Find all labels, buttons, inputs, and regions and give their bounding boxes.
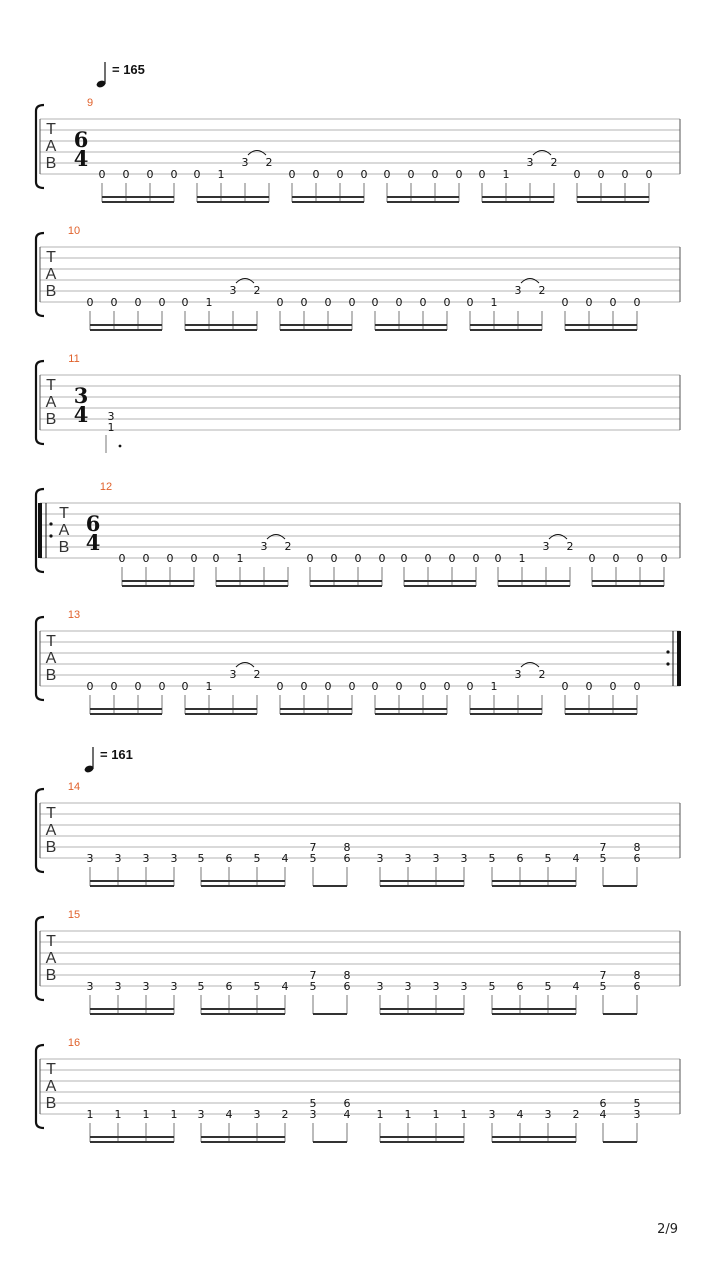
fret-number: 0	[306, 552, 314, 565]
fret-number: 3	[309, 1108, 317, 1121]
tab-clef-b: B	[45, 839, 57, 856]
fret-number: 6	[633, 980, 641, 993]
fret-number: 5	[599, 980, 607, 993]
fret-number: 3	[432, 980, 440, 993]
fret-number: 6	[343, 852, 351, 865]
fret-number: 0	[348, 680, 356, 693]
fret-number: 0	[86, 680, 94, 693]
tab-clef-a: A	[45, 266, 57, 283]
fret-number: 0	[142, 552, 150, 565]
fret-number: 8	[343, 969, 351, 982]
fret-number: 1	[107, 421, 115, 434]
fret-number: 0	[494, 552, 502, 565]
fret-number: 1	[432, 1108, 440, 1121]
tab-clef-a: A	[45, 138, 57, 155]
tab-clef-t: T	[46, 1061, 56, 1078]
tab-clef-t: T	[46, 377, 56, 394]
fret-number: 0	[431, 168, 439, 181]
repeat-dot	[666, 662, 669, 665]
fret-number: 0	[466, 296, 474, 309]
fret-number: 0	[561, 296, 569, 309]
fret-number: 3	[544, 1108, 552, 1121]
tab-clef-a: A	[45, 822, 57, 839]
fret-number: 5	[309, 1097, 317, 1110]
fret-number: 0	[419, 680, 427, 693]
fret-number: 2	[572, 1108, 580, 1121]
fret-number: 0	[585, 680, 593, 693]
tab-clef-b: B	[45, 667, 57, 684]
fret-number: 1	[518, 552, 526, 565]
fret-number: 0	[395, 296, 403, 309]
fret-number: 0	[419, 296, 427, 309]
fret-number: 3	[107, 410, 115, 423]
tab-system-9	[36, 97, 680, 202]
tab-clef-a: A	[58, 522, 70, 539]
measure-number: 9	[86, 97, 94, 109]
fret-number: 3	[460, 852, 468, 865]
fret-number: 2	[253, 668, 261, 681]
fret-number: 0	[561, 680, 569, 693]
tab-clef-t: T	[46, 121, 56, 138]
fret-number: 7	[309, 841, 317, 854]
fret-number: 0	[660, 552, 668, 565]
fret-number: 0	[170, 168, 178, 181]
measure-number: 10	[67, 225, 81, 237]
measure-number: 14	[67, 781, 81, 793]
slur-tie	[533, 151, 551, 156]
time-signature-top: 6	[85, 511, 101, 536]
tab-clef-a: A	[45, 394, 57, 411]
fret-number: 0	[312, 168, 320, 181]
fret-number: 1	[502, 168, 510, 181]
tab-clef-b: B	[45, 411, 57, 428]
fret-number: 0	[288, 168, 296, 181]
fret-number: 3	[142, 980, 150, 993]
fret-number: 3	[170, 852, 178, 865]
fret-number: 3	[514, 668, 522, 681]
fret-number: 1	[114, 1108, 122, 1121]
fret-number: 0	[609, 296, 617, 309]
fret-number: 1	[170, 1108, 178, 1121]
fret-number: 3	[260, 540, 268, 553]
fret-number: 0	[98, 168, 106, 181]
fret-number: 4	[516, 1108, 524, 1121]
fret-number: 3	[241, 156, 249, 169]
fret-number: 0	[609, 680, 617, 693]
repeat-dot	[49, 534, 52, 537]
fret-number: 1	[205, 680, 213, 693]
fret-number: 7	[599, 841, 607, 854]
fret-number: 0	[212, 552, 220, 565]
fret-number: 0	[472, 552, 480, 565]
fret-number: 0	[134, 680, 142, 693]
fret-number: 1	[376, 1108, 384, 1121]
fret-number: 2	[538, 284, 546, 297]
fret-number: 5	[309, 852, 317, 865]
fret-number: 1	[86, 1108, 94, 1121]
tab-system-14	[36, 781, 680, 886]
fret-number: 0	[193, 168, 201, 181]
fret-number: 6	[343, 1097, 351, 1110]
fret-number: 0	[158, 680, 166, 693]
fret-number: 0	[110, 296, 118, 309]
fret-number: 4	[225, 1108, 233, 1121]
fret-number: 5	[633, 1097, 641, 1110]
tab-clef-b: B	[58, 539, 70, 556]
fret-number: 0	[110, 680, 118, 693]
measure-number: 16	[67, 1037, 81, 1049]
fret-number: 3	[488, 1108, 496, 1121]
fret-number: 3	[197, 1108, 205, 1121]
time-signature-top: 3	[73, 383, 89, 408]
measure-number: 12	[99, 481, 113, 493]
fret-number: 3	[432, 852, 440, 865]
fret-number: 5	[488, 980, 496, 993]
fret-number: 4	[572, 980, 580, 993]
fret-number: 0	[588, 552, 596, 565]
fret-number: 5	[599, 852, 607, 865]
fret-number: 3	[114, 852, 122, 865]
tempo-label: = 165	[112, 62, 145, 77]
tab-clef-t: T	[46, 633, 56, 650]
fret-number: 0	[383, 168, 391, 181]
fret-number: 0	[378, 552, 386, 565]
fret-number: 0	[612, 552, 620, 565]
fret-number: 0	[300, 680, 308, 693]
fret-number: 8	[633, 841, 641, 854]
fret-number: 1	[490, 296, 498, 309]
tab-system-10	[36, 225, 680, 330]
fret-number: 3	[514, 284, 522, 297]
fret-number: 0	[166, 552, 174, 565]
repeat-dot	[666, 650, 669, 653]
fret-number: 0	[400, 552, 408, 565]
tab-clef-b: B	[45, 1095, 57, 1112]
fret-number: 2	[265, 156, 273, 169]
fret-number: 5	[253, 980, 261, 993]
fret-number: 5	[544, 852, 552, 865]
fret-number: 0	[276, 680, 284, 693]
fret-number: 0	[330, 552, 338, 565]
fret-number: 0	[448, 552, 456, 565]
fret-number: 1	[217, 168, 225, 181]
fret-number: 3	[86, 852, 94, 865]
fret-number: 3	[114, 980, 122, 993]
tab-clef-b: B	[45, 155, 57, 172]
slur-tie	[248, 151, 266, 156]
fret-number: 0	[424, 552, 432, 565]
tab-system-15	[36, 909, 680, 1014]
fret-number: 2	[284, 540, 292, 553]
fret-number: 3	[633, 1108, 641, 1121]
fret-number: 0	[371, 296, 379, 309]
measure-number: 13	[67, 609, 81, 621]
measure-number: 11	[68, 353, 80, 365]
fret-number: 7	[599, 969, 607, 982]
slur-tie	[236, 663, 254, 668]
fret-number: 0	[324, 296, 332, 309]
tab-clef-a: A	[45, 950, 57, 967]
fret-number: 0	[118, 552, 126, 565]
fret-number: 3	[404, 852, 412, 865]
fret-number: 3	[526, 156, 534, 169]
tab-clef-a: A	[45, 650, 57, 667]
tempo-label: = 161	[100, 747, 133, 762]
fret-number: 6	[516, 852, 524, 865]
tab-system-11	[36, 353, 680, 453]
fret-number: 3	[460, 980, 468, 993]
fret-number: 0	[276, 296, 284, 309]
fret-number: 0	[181, 680, 189, 693]
fret-number: 5	[309, 980, 317, 993]
fret-number: 0	[633, 296, 641, 309]
fret-number: 0	[336, 168, 344, 181]
slur-tie	[267, 535, 285, 540]
fret-number: 4	[343, 1108, 351, 1121]
fret-number: 1	[404, 1108, 412, 1121]
fret-number: 3	[376, 852, 384, 865]
slur-tie	[236, 279, 254, 284]
fret-number: 0	[585, 296, 593, 309]
fret-number: 0	[636, 552, 644, 565]
fret-number: 0	[478, 168, 486, 181]
fret-number: 6	[599, 1097, 607, 1110]
fret-number: 5	[488, 852, 496, 865]
fret-number: 6	[516, 980, 524, 993]
tab-clef-t: T	[59, 505, 69, 522]
fret-number: 0	[348, 296, 356, 309]
fret-number: 7	[309, 969, 317, 982]
fret-number: 0	[134, 296, 142, 309]
fret-number: 5	[253, 852, 261, 865]
tab-clef-t: T	[46, 249, 56, 266]
page-number: 2/9	[657, 1222, 678, 1237]
fret-number: 2	[253, 284, 261, 297]
tab-system-16	[36, 1037, 680, 1142]
fret-number: 3	[170, 980, 178, 993]
fret-number: 6	[343, 980, 351, 993]
tab-clef-t: T	[46, 805, 56, 822]
fret-number: 0	[354, 552, 362, 565]
fret-number: 5	[197, 980, 205, 993]
slur-tie	[521, 279, 539, 284]
time-signature-top: 6	[73, 127, 89, 152]
fret-number: 2	[550, 156, 558, 169]
fret-number: 0	[466, 680, 474, 693]
fret-number: 0	[597, 168, 605, 181]
tab-system-13	[36, 609, 680, 714]
time-signature-bottom: 4	[85, 530, 101, 555]
tab-clef-t: T	[46, 933, 56, 950]
fret-number: 6	[633, 852, 641, 865]
fret-number: 0	[122, 168, 130, 181]
fret-number: 5	[544, 980, 552, 993]
fret-number: 1	[205, 296, 213, 309]
fret-number: 4	[281, 980, 289, 993]
fret-number: 0	[300, 296, 308, 309]
fret-number: 1	[236, 552, 244, 565]
fret-number: 2	[281, 1108, 289, 1121]
fret-number: 0	[573, 168, 581, 181]
fret-number: 3	[229, 668, 237, 681]
slur-tie	[549, 535, 567, 540]
fret-number: 0	[86, 296, 94, 309]
fret-number: 3	[542, 540, 550, 553]
fret-number: 3	[404, 980, 412, 993]
fret-number: 1	[142, 1108, 150, 1121]
fret-number: 3	[86, 980, 94, 993]
fret-number: 0	[621, 168, 629, 181]
fret-number: 4	[572, 852, 580, 865]
dot	[119, 445, 122, 448]
tab-system-12	[36, 481, 680, 586]
fret-number: 2	[566, 540, 574, 553]
fret-number: 3	[253, 1108, 261, 1121]
fret-number: 8	[633, 969, 641, 982]
fret-number: 0	[324, 680, 332, 693]
fret-number: 0	[645, 168, 653, 181]
fret-number: 0	[443, 680, 451, 693]
fret-number: 6	[225, 852, 233, 865]
fret-number: 0	[371, 680, 379, 693]
fret-number: 0	[146, 168, 154, 181]
fret-number: 5	[197, 852, 205, 865]
fret-number: 3	[376, 980, 384, 993]
fret-number: 0	[158, 296, 166, 309]
fret-number: 0	[633, 680, 641, 693]
fret-number: 3	[142, 852, 150, 865]
fret-number: 4	[599, 1108, 607, 1121]
fret-number: 0	[181, 296, 189, 309]
fret-number: 0	[407, 168, 415, 181]
fret-number: 0	[443, 296, 451, 309]
time-signature-bottom: 4	[73, 402, 89, 427]
fret-number: 1	[460, 1108, 468, 1121]
fret-number: 1	[490, 680, 498, 693]
fret-number: 0	[455, 168, 463, 181]
time-signature-bottom: 4	[73, 146, 89, 171]
fret-number: 4	[281, 852, 289, 865]
measure-number: 15	[67, 909, 81, 921]
repeat-dot	[49, 522, 52, 525]
tab-clef-a: A	[45, 1078, 57, 1095]
fret-number: 0	[395, 680, 403, 693]
fret-number: 6	[225, 980, 233, 993]
fret-number: 0	[190, 552, 198, 565]
fret-number: 3	[229, 284, 237, 297]
fret-number: 8	[343, 841, 351, 854]
fret-number: 0	[360, 168, 368, 181]
tab-clef-b: B	[45, 967, 57, 984]
slur-tie	[521, 663, 539, 668]
fret-number: 2	[538, 668, 546, 681]
tab-clef-b: B	[45, 283, 57, 300]
